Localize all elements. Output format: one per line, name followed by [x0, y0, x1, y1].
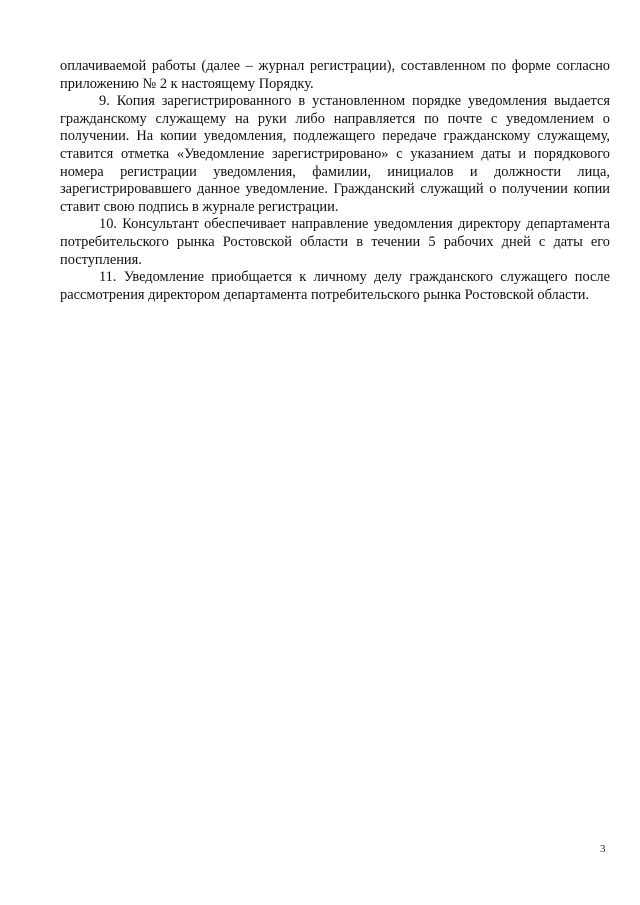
paragraph-item-10: 10. Консультант обеспечивает направление уведомления директору департамента потребительского рынка Ростовской области в течении 5 рабочих дней с даты его поступления.: [60, 216, 610, 268]
document-page: [60, 58, 610, 304]
paragraph-item-11: 11. Уведомление приобщается к личному делу гражданского служащего после рассмотрения директором департамента потребительского рынка Ростовской области.: [60, 269, 610, 303]
paragraph-continuation: оплачиваемой работы (далее – журнал регистрации), составленном по форме согласно приложению № 2 к настоящему Порядку.: [60, 58, 610, 92]
paragraph-item-9: 9. Копия зарегистрированного в установленном порядке уведомления выдается гражданскому служащему на руки либо направляется по почте с уведомлением о получении. На копии уведомления, подлежащего передаче гражданскому служащему, ставится отметка «Уведомление зарегистрировано» с указанием даты и порядкового номера регистрации уведомления, фамилии, инициалов и должности лица, зарегистрировавшего данное уведомление. Гражданский служащий о получении копии ставит свою подпись в журнале регистрации.: [60, 93, 610, 215]
page-number: 3: [600, 843, 606, 855]
